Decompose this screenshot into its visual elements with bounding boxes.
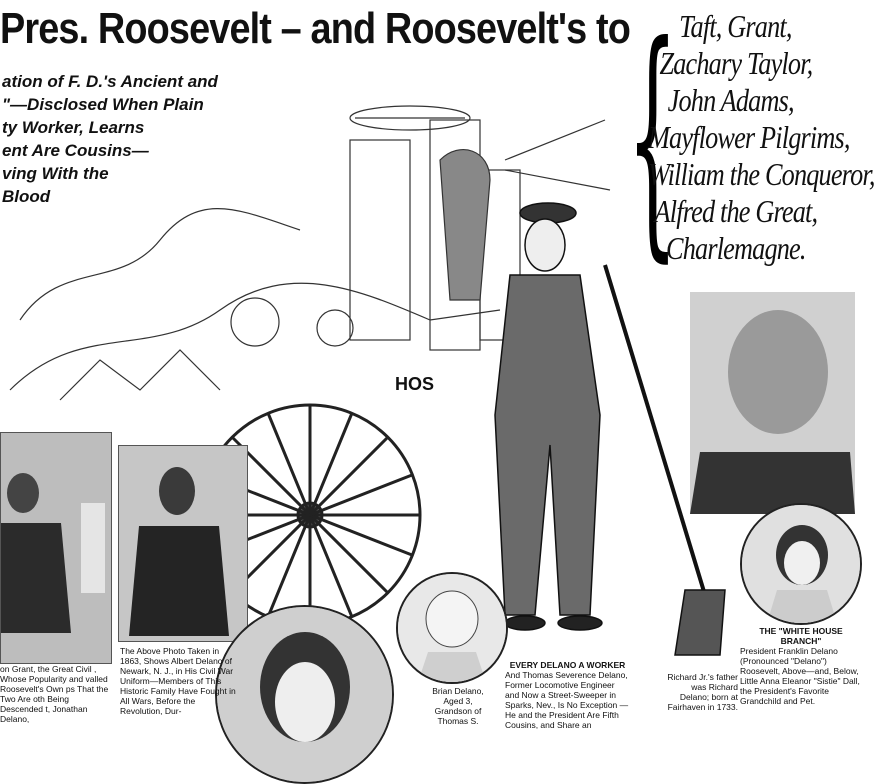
ancestor-item: John Adams, xyxy=(667,82,794,118)
ancestor-item: William the Conqueror, xyxy=(648,156,875,192)
albert-delano-caption: The Above Photo Taken in 1863, Shows Albert Delano of Newark, N. J., in His Civil War Uniform—Members of This Historic Family Have Fought in All Wars, Before the Revolution, Dur- xyxy=(120,646,236,716)
grant-photo xyxy=(0,432,112,664)
headline: Pres. Roosevelt – and Roosevelt's to xyxy=(0,4,630,53)
brian-delano-caption: Brian Delano, Aged 3, Grandson of Thomas S. xyxy=(432,686,484,726)
richard-delano-caption: Richard Jr.'s father was Richard Delano; born at Fairhaven in 1733. xyxy=(667,672,738,712)
deck-line: "—Disclosed When Plain xyxy=(2,95,204,114)
ancestor-item: Mayflower Pilgrims, xyxy=(648,119,850,155)
svg-text:HOS: HOS xyxy=(395,374,435,394)
deck-line: ation of F. D.'s Ancient and xyxy=(2,72,218,91)
white-house-caption xyxy=(740,626,862,706)
white-house-caption-text: President Franklin Delano (Pronounced "Delano") Roosevelt, Above—and, Below, Little Anna Eleanor "Sistie" Dall, the President's Favorite Grandchild and Pet. xyxy=(740,646,860,706)
deck-line: ty Worker, Learns xyxy=(2,118,145,137)
deck-line: ving With the xyxy=(2,164,109,183)
worker-caption-title: EVERY DELANO A WORKER xyxy=(509,660,626,670)
brace-icon: { xyxy=(627,0,678,284)
woman-portrait-photo xyxy=(215,605,394,784)
ancestor-item: Taft, Grant, xyxy=(679,8,792,44)
sistie-dall-photo xyxy=(740,503,862,625)
ancestor-item: Zachary Taylor, xyxy=(659,45,813,81)
albert-delano-photo xyxy=(118,445,248,642)
grant-caption: on Grant, the Great Civil , Whose Popularity and valled Roosevelt's Own ps That the Two Are oth Being Descended t, Jonathan Delano, xyxy=(0,664,109,724)
worker-caption xyxy=(505,660,630,730)
deck-line: ent Are Cousins— xyxy=(2,141,149,160)
deck-line: Blood xyxy=(2,187,51,206)
worker-caption-text: And Thomas Severence Delano, Former Locomotive Engineer and Now a Street-Sweeper in Sparks, Nev., Is No Exception —He and the President Are Fifth Cousins, and Share an xyxy=(505,670,629,730)
brian-delano-photo xyxy=(396,572,508,684)
ancestor-item: Alfred the Great, xyxy=(654,193,818,229)
ancestor-item: Charlemagne. xyxy=(666,230,806,266)
fdr-photo xyxy=(690,292,855,514)
white-house-caption-title: THE "WHITE HOUSE BRANCH" xyxy=(759,626,843,646)
